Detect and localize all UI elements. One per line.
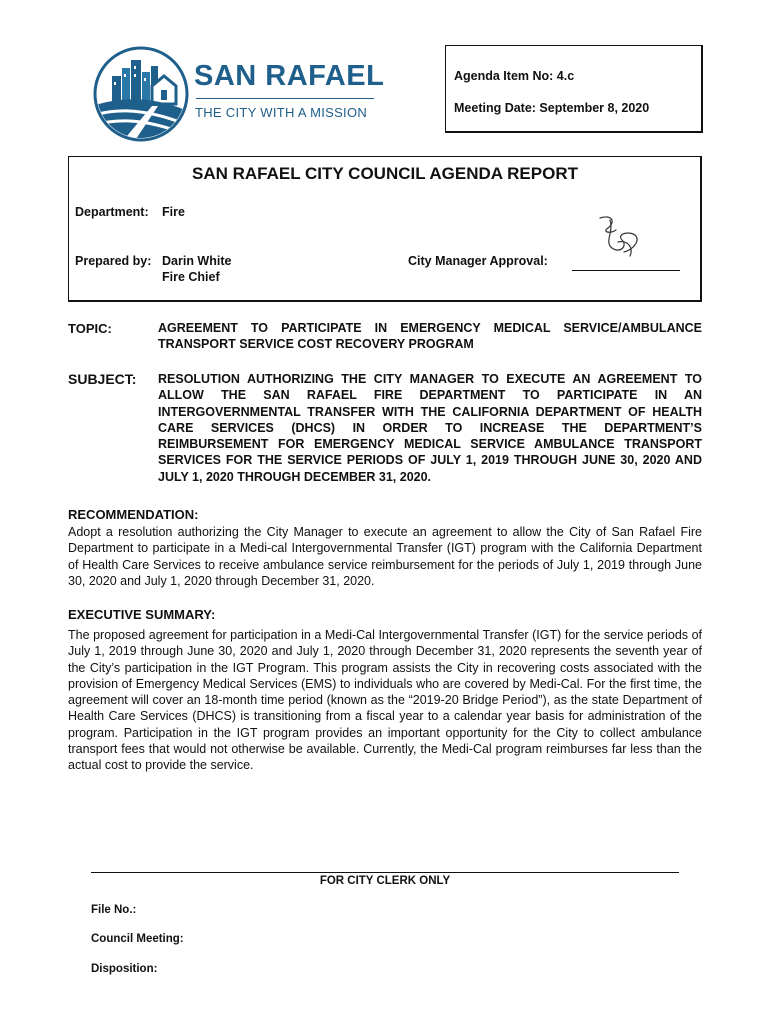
agenda-item-number: Agenda Item No: 4.c (454, 69, 575, 83)
council-meeting-label: Council Meeting: (91, 933, 184, 945)
clerk-section-title: FOR CITY CLERK ONLY (319, 875, 451, 887)
file-number-label: File No.: (91, 904, 137, 916)
topic-label: TOPIC: (68, 321, 112, 336)
signature-icon (590, 212, 646, 262)
agenda-info-box (445, 45, 703, 133)
report-title: SAN RAFAEL CITY COUNCIL AGENDA REPORT (192, 164, 578, 183)
prepared-by-label: Prepared by: (75, 254, 152, 268)
clerk-divider (91, 872, 679, 873)
executive-summary-text: The proposed agreement for participation in a Medi-Cal Intergovernmental Transfer (IGT) for the service periods of July 1, 2019 through June 30, 2020 and July 1, 2020 through December 31, 2020 represents the seventh year of the City’s participation in the IGT Program. This program assists the City in recovering costs associated with the provision of Emergency Medical Services (EMS) to individuals who are covered by Medi-Cal. For the first time, the agreement will cover an 18-month time period (known as the “2019-20 Bridge Period”), as the state Department of Health Care Services (DHCS) is transitioning from a fiscal year to a calendar year basis for administration of the program. Participation in the IGT program provides an important opportunity for the City to collect ambulance transport fees that would not otherwise be available. Currently, the Medi-Cal program reimburses far less than the actual cost to provide the service. (68, 628, 702, 773)
approval-signature-line (572, 270, 680, 271)
recommendation-text: Adopt a resolution authorizing the City Manager to execute an agreement to allow the City of San Rafael Fire Department to participate in a Medi-cal Intergovernmental Transfer (IGT) program with the California Department of Health Care Services to receive ambulance service reimbursement for the periods of July 1, 2019 through June 30, 2020 and July 1, 2020 through December 31, 2020. (68, 525, 702, 588)
subject-label: SUBJECT: (68, 371, 137, 387)
department-label: Department: (75, 205, 149, 219)
logo-subtitle: THE CITY WITH A MISSION (195, 105, 368, 120)
city-seal-icon (92, 46, 190, 142)
department-value: Fire (162, 205, 185, 219)
subject-text: RESOLUTION AUTHORIZING THE CITY MANAGER TO EXECUTE AN AGREEMENT TO ALLOW THE SAN RAFAEL FIRE DEPARTMENT TO PARTICIPATE IN AN INTERGOVERNMENTAL TRANSFER WITH THE CALIFORNIA DEPARTMENT OF HEALTH CARE SERVICES (DHCS) IN ORDER TO INCREASE THE DEPARTMENT’S REIMBURSEMENT FOR EMERGENCY MEDICAL SERVICE AMBULANCE TRANSPORT SERVICES FOR THE SERVICE PERIODS OF JULY 1, 2019 THROUGH JUNE 30, 2020 AND JULY 1, 2020 THROUGH DECEMBER 31, 2020. (158, 372, 702, 484)
prepared-by-name: Darin White (162, 254, 232, 268)
topic-text: AGREEMENT TO PARTICIPATE IN EMERGENCY MEDICAL SERVICE/AMBULANCE TRANSPORT SERVICE COST RECOVERY PROGRAM (158, 321, 702, 352)
recommendation-heading: RECOMMENDATION: (68, 507, 199, 522)
logo-divider (196, 98, 374, 99)
meeting-date: Meeting Date: September 8, 2020 (454, 101, 650, 115)
city-manager-approval-label: City Manager Approval: (408, 254, 548, 268)
logo-title: SAN RAFAEL (194, 60, 385, 92)
executive-summary-heading: EXECUTIVE SUMMARY: (68, 607, 216, 622)
disposition-label: Disposition: (91, 963, 158, 975)
prepared-by-title: Fire Chief (162, 270, 220, 284)
